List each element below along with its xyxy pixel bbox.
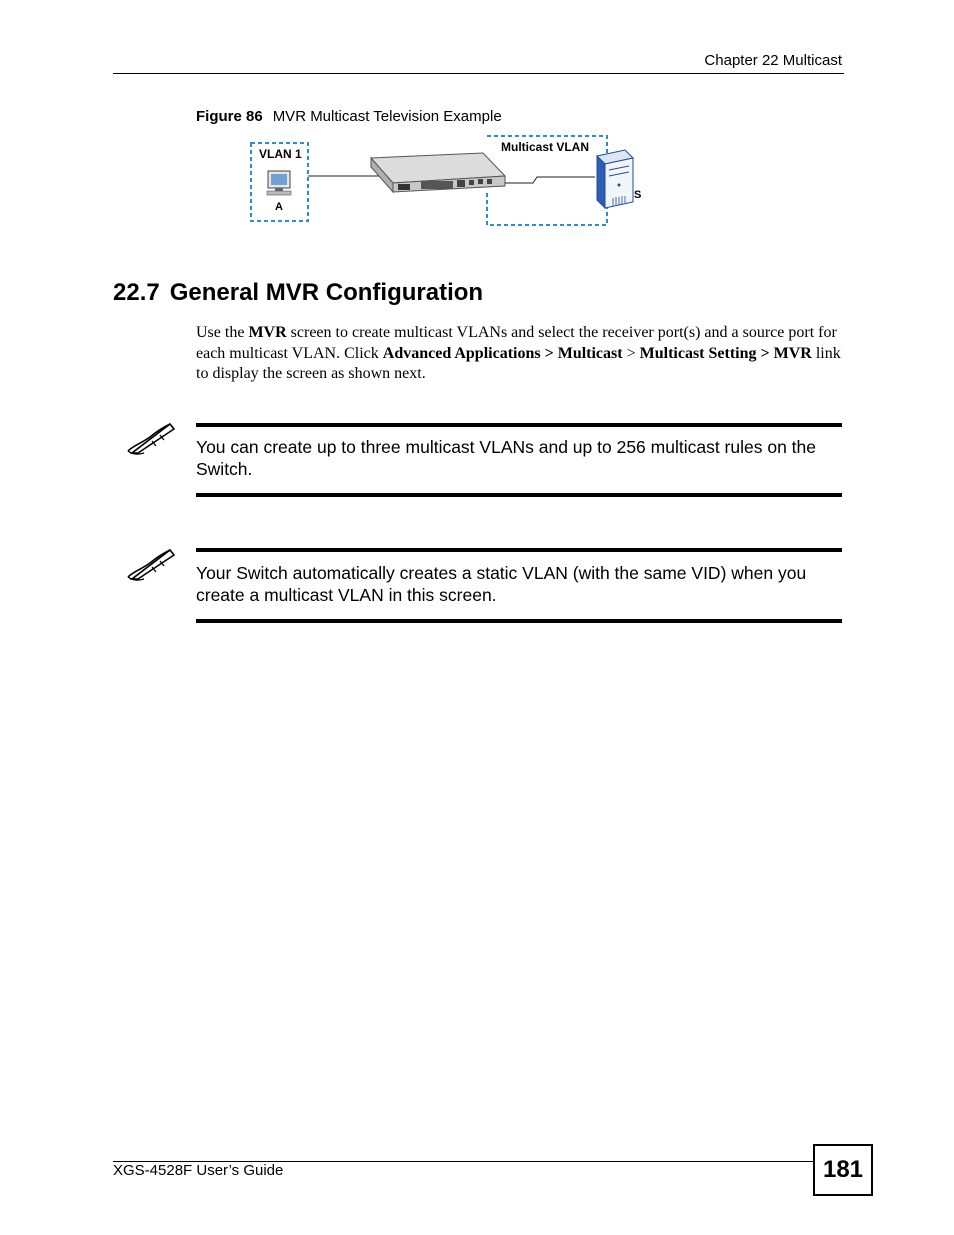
note-text: Your Switch automatically creates a static VLAN (with the same VID) when you create a multicast VLAN in this screen. [196,563,807,605]
server-icon [597,150,633,208]
footer-guide-title: XGS-4528F User’s Guide [113,1162,284,1179]
host-label: A [275,201,283,213]
mvr-diagram [245,130,650,230]
computer-icon [267,171,291,195]
body-text: > [622,344,640,362]
vlan1-label: VLAN 1 [259,147,302,161]
figure-label: Figure 86 [196,108,263,125]
section-title: General MVR Configuration [169,279,484,306]
note-pencil-icon [124,547,176,583]
multicast-vlan-label: Multicast VLAN [501,140,590,154]
header-rule [113,73,844,74]
note-top-rule [196,548,842,552]
figure-title: MVR Multicast Television Example [272,108,502,125]
body-text: Use the [196,324,249,341]
server-label: S [634,189,642,201]
page-number: 181 [813,1144,873,1196]
body-bold-mvr: MVR [248,324,287,341]
section-number: 22.7 [113,279,160,306]
section-heading [113,279,483,307]
note-pencil-icon [124,421,176,457]
body-text: link to display the screen as shown next. [196,344,841,382]
switch-icon [371,153,505,192]
note-bottom-rule [196,619,842,623]
note-bottom-rule [196,493,842,497]
body-text: screen to create multicast VLANs and select the receiver port(s) and a source port for each multicast VLAN. Click [196,324,837,362]
note-text: You can create up to three multicast VLANs and up to 256 multicast rules on the Switch. [196,437,816,479]
body-paragraph [196,323,841,385]
note-top-rule [196,423,842,427]
body-bold-menu-path: Advanced Applications > Multicast [382,344,623,362]
server-link [505,177,595,183]
running-header: Chapter 22 Multicast [704,52,842,69]
figure-caption [196,108,502,125]
body-bold-menu-path: Multicast Setting > MVR [639,344,812,362]
